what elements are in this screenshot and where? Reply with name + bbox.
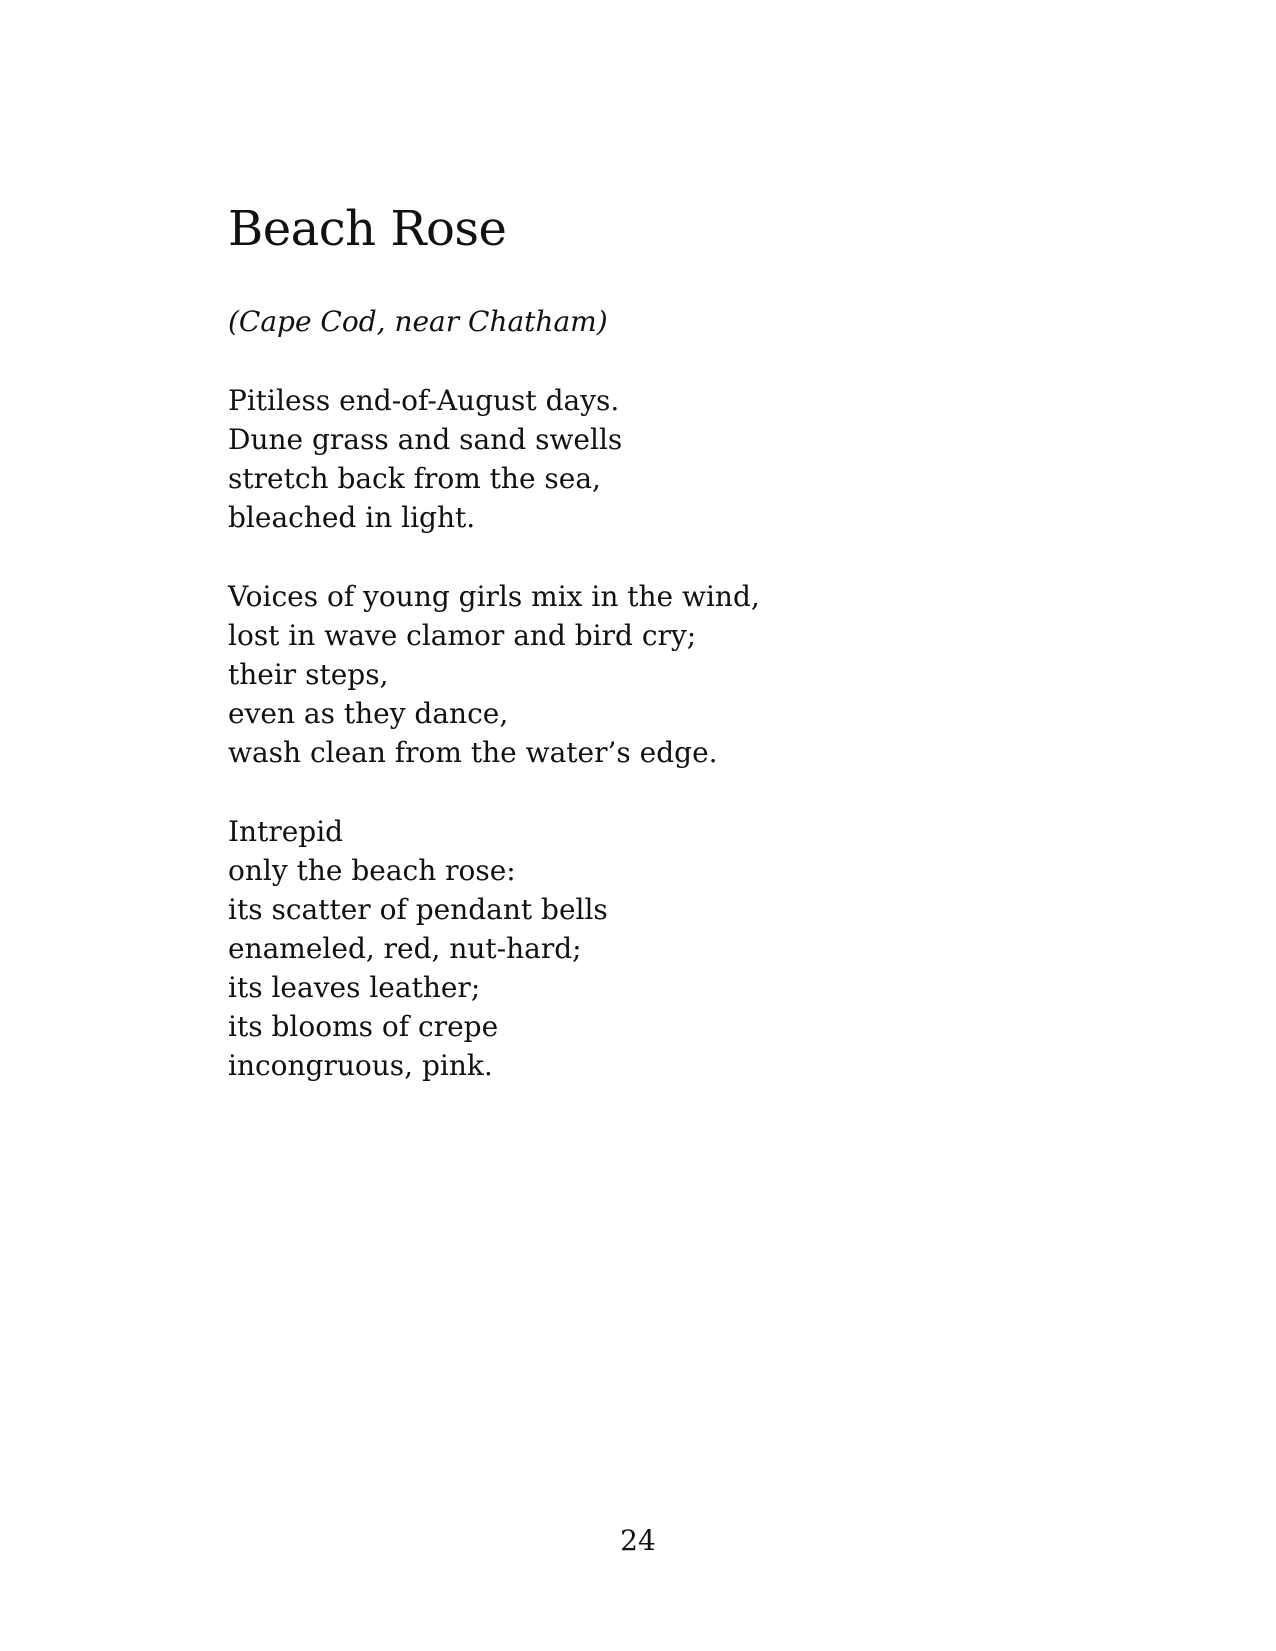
poem-line: lost in wave clamor and bird cry; (228, 619, 697, 652)
poem-line: bleached in light. (228, 501, 476, 534)
poem-line: Dune grass and sand swells (228, 423, 623, 456)
poem-line: Pitiless end-of-August days. (228, 384, 620, 417)
poem-line: Intrepid (228, 815, 344, 848)
poem-line: wash clean from the water’s edge. (228, 736, 718, 769)
stanza-2 (228, 577, 760, 772)
stanza-1 (228, 381, 622, 537)
poem-line: incongruous, pink. (228, 1049, 493, 1082)
poem-line: its blooms of crepe (228, 1010, 499, 1043)
poem-line: its leaves leather; (228, 971, 481, 1004)
poem-line: only the beach rose: (228, 854, 516, 887)
poem-line: even as they dance, (228, 697, 509, 730)
poem-line: enameled, red, nut-hard; (228, 932, 582, 965)
page-number: 24 (620, 1524, 656, 1557)
poem-line: its scatter of pendant bells (228, 893, 608, 926)
poem-title: Beach Rose (228, 201, 507, 257)
poem-line: their steps, (228, 658, 389, 691)
poem-subtitle: (Cape Cod, near Chatham) (228, 305, 608, 338)
poem-line: Voices of young girls mix in the wind, (228, 580, 760, 613)
poem-line: stretch back from the sea, (228, 462, 601, 495)
stanza-3 (228, 812, 608, 1085)
